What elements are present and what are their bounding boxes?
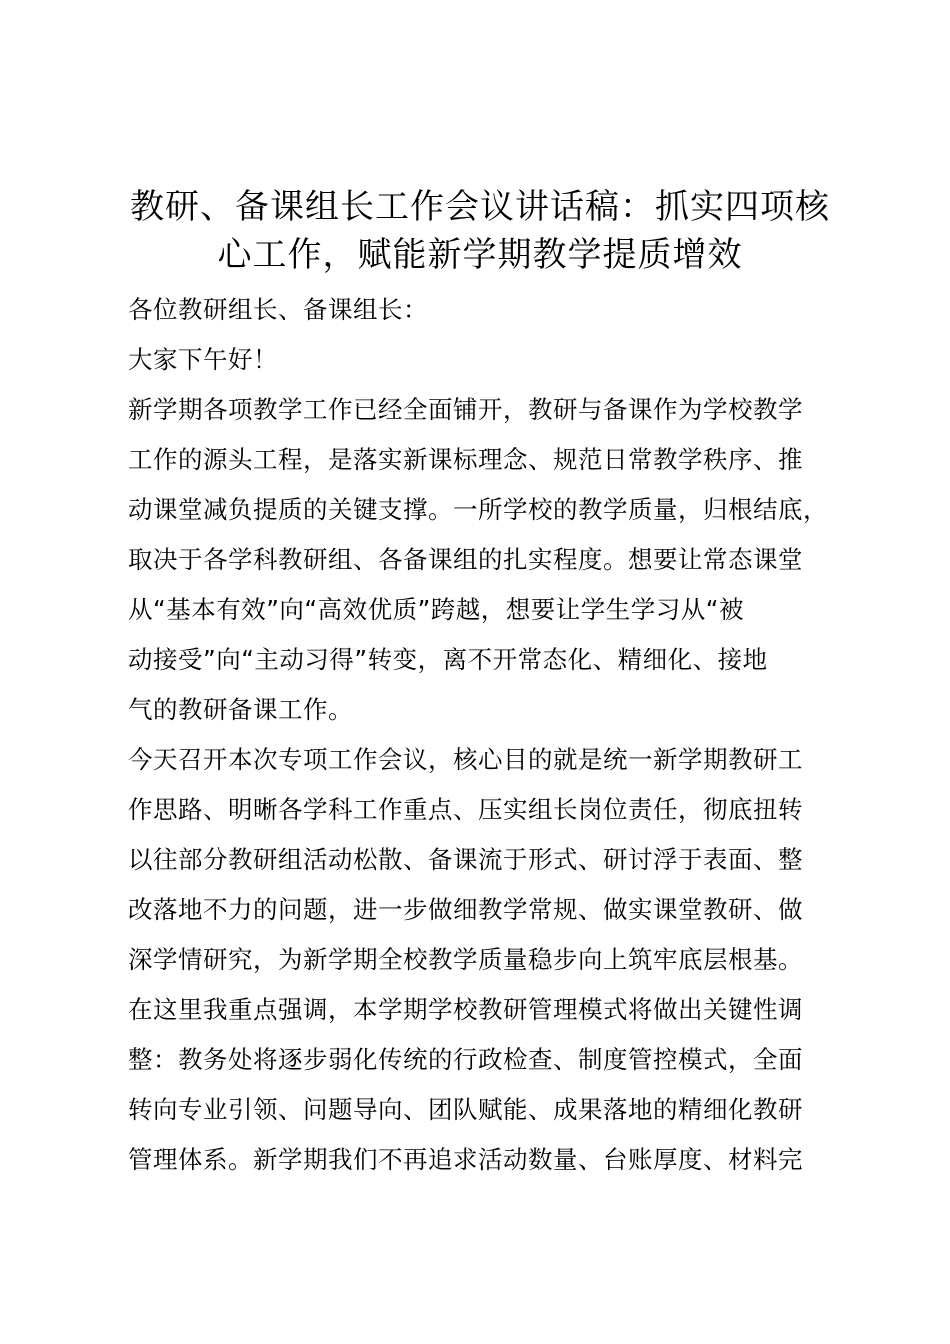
title-line: 教研、备课组长工作会议讲话稿：抓实四项核 (130, 187, 830, 227)
greeting-paragraph (128, 335, 868, 385)
text-line: 在这里我重点强调，本学期学校教研管理模式将做出关键性调 (128, 995, 803, 1024)
text-line: 从“基本有效”向“高效优质”跨越，想要让学生学习从“被 (128, 595, 744, 624)
text-line: 取决于各学科教研组、各备课组的扎实程度。想要让常态课堂 (128, 545, 803, 574)
text-line: 管理体系。新学期我们不再追求活动数量、台账厚度、材料完 (128, 1145, 803, 1174)
text-line: 作思路、明晰各学科工作重点、压实组长岗位责任，彻底扭转 (128, 795, 803, 824)
text-line: 大家下午好！ (128, 345, 278, 374)
text-line: 动课堂减负提质的关键支撑。一所学校的教学质量，归根结底， (128, 495, 828, 524)
text-line: 以往部分教研组活动松散、备课流于形式、研讨浮于表面、整 (128, 845, 803, 874)
text-line: 今天召开本次专项工作会议，核心目的就是统一新学期教研工 (128, 745, 803, 774)
text-line: 转向专业引领、问题导向、团队赋能、成果落地的精细化教研 (128, 1095, 803, 1124)
text-line: 各位教研组长、备课组长： (128, 295, 428, 324)
text-line: 工作的源头工程，是落实新课标理念、规范日常教学秩序、推 (128, 445, 803, 474)
salutation-paragraph (128, 285, 868, 335)
text-line: 整：教务处将逐步弱化传统的行政检查、制度管控模式，全面 (128, 1045, 803, 1074)
text-line: 改落地不力的问题，进一步做细教学常规、做实课堂教研、做 (128, 895, 803, 924)
text-line: 深学情研究，为新学期全校教学质量稳步向上筑牢底层根基。 (128, 945, 803, 974)
body-paragraph (128, 385, 868, 735)
body-paragraph (128, 735, 868, 985)
text-line: 气的教研备课工作。 (128, 695, 353, 724)
text-line: 动接受”向“主动习得”转变，离不开常态化、精细化、接地 (128, 645, 768, 674)
body-paragraph (128, 985, 868, 1185)
document-title (110, 183, 850, 279)
text-line: 新学期各项教学工作已经全面铺开，教研与备课作为学校教学 (128, 395, 803, 424)
title-line: 心工作，赋能新学期教学提质增效 (217, 235, 743, 275)
document-body (128, 285, 868, 1185)
